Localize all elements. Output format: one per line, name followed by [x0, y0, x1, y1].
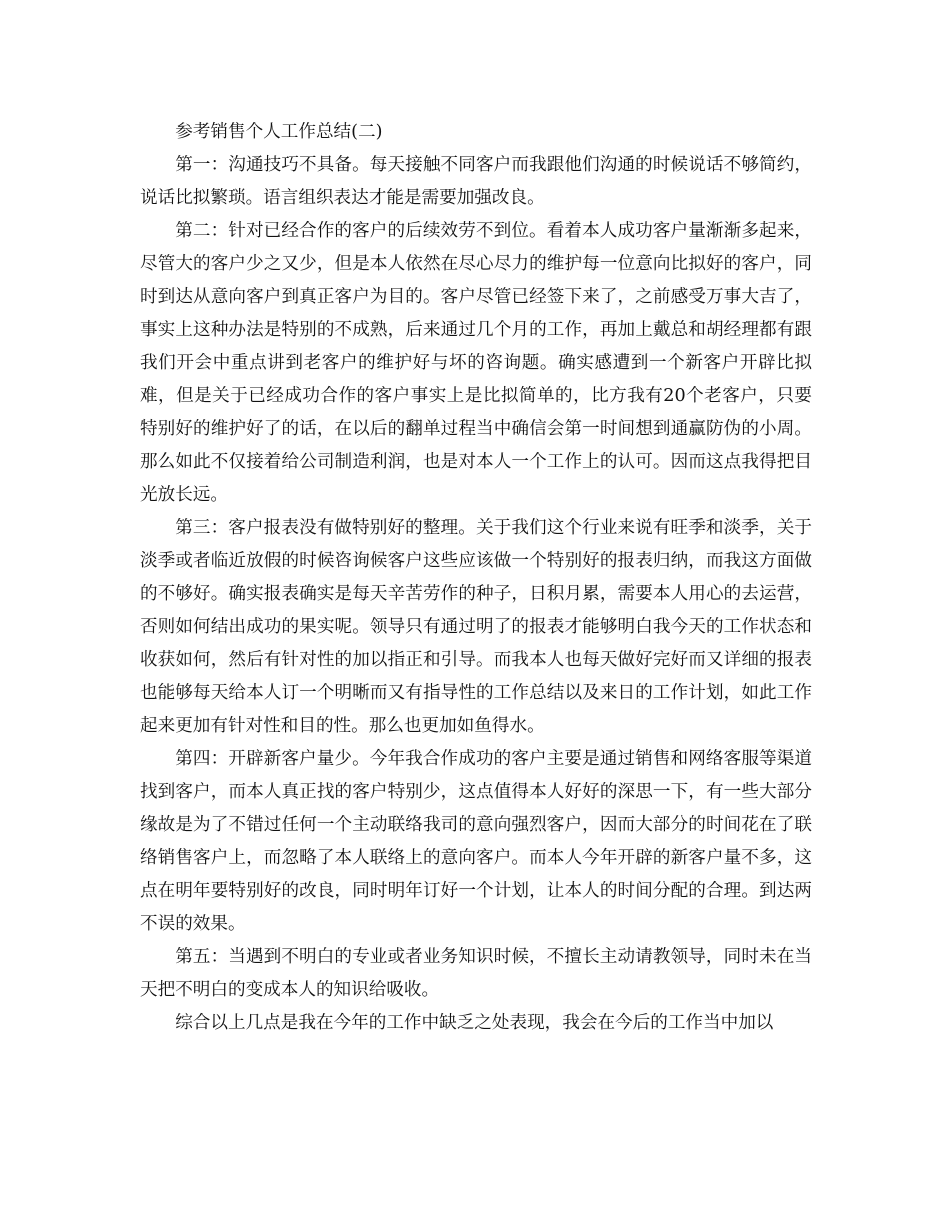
document-title: 参考销售个人工作总结(二) [175, 122, 383, 142]
paragraph-5: 第五：当遇到不明白的专业或者业务知识时候，不擅长主动请教领导，同时未在当天把不明白的变成本人的知识给吸收。 [140, 947, 812, 1000]
paragraph-4: 第四：开辟新客户量少。今年我合作成功的客户主要是通过销售和网络客服等渠道找到客户，而本人真正找的客户特别少，这点值得本人好好的深思一下，有一些大部分缘故是为了不错过任何一个主动联络我司的意向强烈客户，因而大部分的时间花在了联络销售客户上，而忽略了本人联络上的意向客户。而本人今年开辟的新客户量不多，这点在明年要特别好的改良，同时明年订好一个计划，让本人的时间分配的合理。到达两不误的效果。 [140, 749, 812, 934]
paragraph-1: 第一：沟通技巧不具备。每天接触不同客户而我跟他们沟通的时候说话不够简约，说话比拟繁琐。语言组织表达才能是需要加强改良。 [140, 155, 812, 208]
document-body [140, 116, 812, 1040]
paragraph-3: 第三：客户报表没有做特别好的整理。关于我们这个行业来说有旺季和淡季，关于淡季或者临近放假的时候咨询候客户这些应该做一个特别好的报表归纳，而我这方面做的不够好。确实报表确实是每天辛苦劳作的种子，日积月累，需要本人用心的去运营，否则如何结出成功的果实呢。领导只有通过明了的报表才能够明白我今天的工作状态和收获如何，然后有针对性的加以指正和引导。而我本人也每天做好完好而又详细的报表也能够每天给本人订一个明晰而又有指导性的工作总结以及来日的工作计划，如此工作起来更加有针对性和目的性。那么也更加如鱼得水。 [140, 518, 812, 736]
paragraph-6: 综合以上几点是我在今年的工作中缺乏之处表现，我会在今后的工作当中加以 [175, 1013, 774, 1033]
paragraph-2: 第二：针对已经合作的客户的后续效劳不到位。看着本人成功客户量渐渐多起来，尽管大的客户少之又少，但是本人依然在尽心尽力的维护每一位意向比拟好的客户，同时到达从意向客户到真正客户为目的。客户尽管已经签下来了，之前感受万事大吉了，事实上这种办法是特别的不成熟，后来通过几个月的工作，再加上戴总和胡经理都有跟我们开会中重点讲到老客户的维护好与坏的咨询题。确实感遭到一个新客户开辟比拟难，但是关于已经成功合作的客户事实上是比拟简单的，比方我有20个老客户，只要特别好的维护好了的话，在以后的翻单过程当中确信会第一时间想到通赢防伪的小周。那么如此不仅接着给公司制造利润，也是对本人一个工作上的认可。因而这点我得把目光放长远。 [140, 221, 812, 505]
